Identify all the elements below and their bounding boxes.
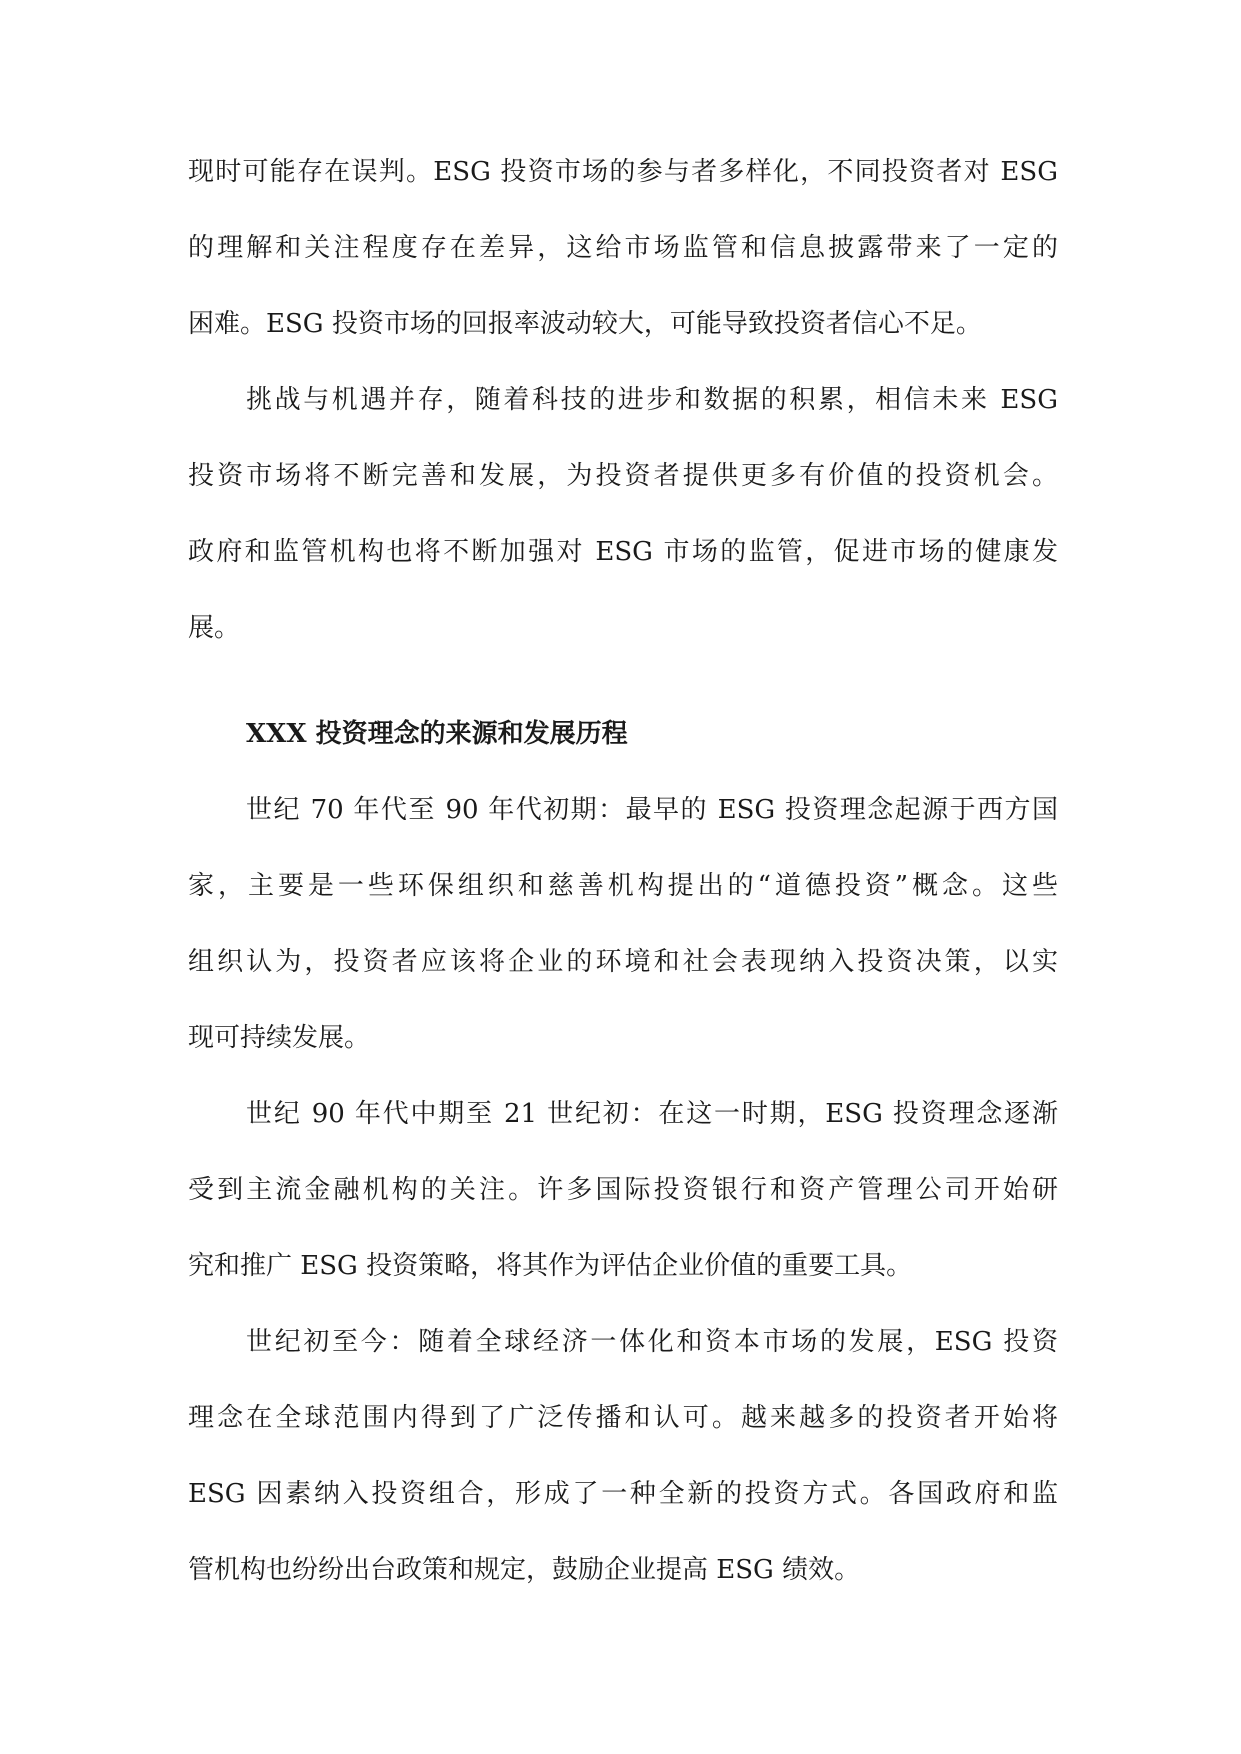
paragraph-line: 挑战与机遇并存，随着科技的进步和数据的积累，相信未来 ESG [246, 385, 1058, 415]
paragraph-3 [188, 784, 1058, 1088]
paragraph-line: 受到主流金融机构的关注。许多国际投资银行和资产管理公司开始研 [188, 1175, 1058, 1205]
paragraph-line: 究和推广 ESG 投资策略，将其作为评估企业价值的重要工具。 [188, 1251, 913, 1281]
paragraph-line: 的理解和关注程度存在差异，这给市场监管和信息披露带来了一定的 [188, 233, 1058, 263]
paragraph-line: 展。 [188, 613, 241, 643]
paragraph-line: 投资市场将不断完善和发展，为投资者提供更多有价值的投资机会。 [188, 461, 1058, 491]
paragraph-1 [188, 146, 1058, 374]
paragraph-line: 困难。ESG 投资市场的回报率波动较大，可能导致投资者信心不足。 [188, 309, 982, 339]
paragraph-5 [188, 1316, 1058, 1620]
paragraph-line: 世纪初至今：随着全球经济一体化和资本市场的发展，ESG 投资 [246, 1327, 1058, 1357]
paragraph-line: 管机构也纷纷出台政策和规定，鼓励企业提高 ESG 绩效。 [188, 1555, 861, 1585]
paragraph-line: 理念在全球范围内得到了广泛传播和认可。越来越多的投资者开始将 [188, 1403, 1058, 1433]
paragraph-2 [188, 374, 1058, 678]
paragraph-line: 世纪 90 年代中期至 21 世纪初：在这一时期，ESG 投资理念逐渐 [246, 1099, 1058, 1129]
paragraph-line: 现可持续发展。 [188, 1023, 371, 1053]
paragraph-line: 世纪 70 年代至 90 年代初期：最早的 ESG 投资理念起源于西方国 [246, 795, 1058, 825]
paragraph-line: ESG 因素纳入投资组合，形成了一种全新的投资方式。各国政府和监 [188, 1479, 1058, 1509]
paragraph-line: 家，主要是一些环保组织和慈善机构提出的“道德投资”概念。这些 [188, 871, 1058, 901]
document-page [188, 146, 1058, 1620]
paragraph-line: 政府和监管机构也将不断加强对 ESG 市场的监管，促进市场的健康发 [188, 537, 1058, 567]
paragraph-4 [188, 1088, 1058, 1316]
section-heading: XXX 投资理念的来源和发展历程 [246, 719, 628, 749]
paragraph-line: 现时可能存在误判。ESG 投资市场的参与者多样化，不同投资者对 ESG [188, 157, 1058, 187]
paragraph-line: 组织认为，投资者应该将企业的环境和社会表现纳入投资决策，以实 [188, 947, 1058, 977]
section-spacer [188, 678, 1058, 708]
